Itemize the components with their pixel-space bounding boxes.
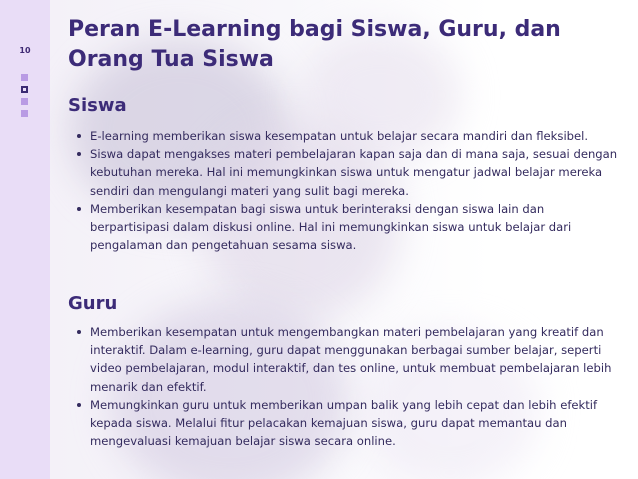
bullet-item: Memberikan kesempatan bagi siswa untuk berinteraksi dengan siswa lain dan berpartisipasi dalam diskusi online. Hal ini memungkinkan siswa untuk belajar dari pengalaman dan pengetahuan sesama siswa. — [90, 200, 620, 255]
bullet-item: Memberikan kesempatan untuk mengembangkan materi pembelajaran yang kreatif dan interaktif. Dalam e-learning, guru dapat menggunakan berbagai sumber belajar, seperti video pembelajaran, modul interaktif, dan tes online, untuk membuat pembelajaran lebih menarik dan efektif. — [90, 323, 620, 396]
bullet-item: Memungkinkan guru untuk memberikan umpan balik yang lebih cepat dan lebih efektif kepada siswa. Melalui fitur pelacakan kemajuan siswa, guru dapat memantau dan mengevaluasi kemajuan belajar siswa secara online. — [90, 396, 620, 451]
slide-title: Peran E-Learning bagi Siswa, Guru, dan Orang Tua Siswa — [68, 17, 561, 72]
slide-indicator-dot — [21, 74, 28, 81]
page-number: 10 — [19, 46, 31, 55]
section-heading-guru: Guru — [68, 293, 118, 314]
slide-indicator-dot — [21, 98, 28, 105]
bullet-item: Siswa dapat mengakses materi pembelajaran kapan saja dan di mana saja, sesuai dengan kebutuhan mereka. Hal ini memungkinkan siswa untuk mengatur jadwal belajar mereka sendiri dan mengulangi materi yang sulit bagi mereka. — [90, 145, 620, 200]
slide-indicator-dot-active — [21, 86, 28, 93]
slide-indicator-dot — [21, 110, 28, 117]
section-heading-siswa: Siswa — [68, 95, 127, 116]
bullet-list-siswa — [68, 127, 620, 254]
bullet-list-guru — [68, 323, 620, 450]
slide-sidebar — [0, 0, 50, 479]
bullet-item: E-learning memberikan siswa kesempatan untuk belajar secara mandiri dan fleksibel. — [90, 127, 620, 145]
